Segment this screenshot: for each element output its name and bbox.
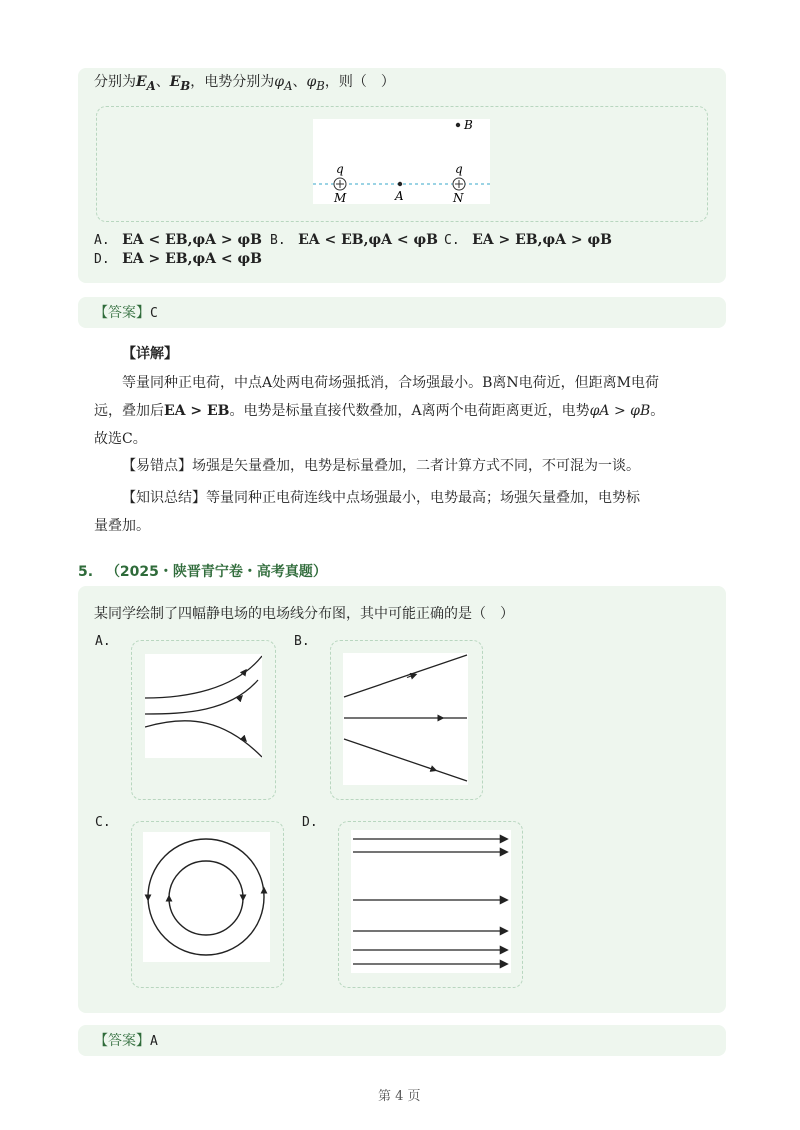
math-phiA: $\varphi_A$ xyxy=(274,74,293,93)
field-lines-diagram-c xyxy=(143,832,270,962)
question-5-answer: 【答案】A xyxy=(94,1033,158,1049)
question-4-answer: 【答案】C xyxy=(94,305,158,321)
label-q-left: q xyxy=(336,162,344,176)
label-A: A xyxy=(395,189,404,203)
inner-circle-line xyxy=(169,861,243,935)
question-4-figure xyxy=(313,119,490,204)
point-B xyxy=(456,123,460,127)
math-phiB: $\varphi_B$ xyxy=(306,74,325,93)
arrow-b3 xyxy=(427,767,436,770)
question-4-stem: 分别为$E_A$、$E_B$，电势分别为$\varphi_A$、$\varphi_B$，则（ ） xyxy=(94,74,395,93)
option-B-figure xyxy=(343,653,468,785)
option-D-figure xyxy=(351,830,511,973)
question-5-stem: 某同学绘制了四幅静电场的电场线分布图，其中可能正确的是（ ） xyxy=(94,606,514,622)
option-C-figure xyxy=(143,832,270,962)
option-D-label: D. xyxy=(302,815,318,830)
explain-paragraph: 等量同种正电荷，中点A处两电荷场强抵消，合场强最小。B离N电荷近，但距离M电荷 远，叠加后EA > EB。电势是标量直接代数叠加，A离两个电荷距离更近，电势φA > φB。 故选C。 xyxy=(94,375,665,447)
field-lines-diagram-d xyxy=(351,830,511,973)
page-number: 第 4 页 xyxy=(378,1089,421,1104)
field-lines-diagram-b xyxy=(343,653,468,785)
option-A: A. EA < EB,φA > φB xyxy=(94,232,263,248)
label-M: M xyxy=(334,191,347,204)
pitfall-line: 【易错点】场强是矢量叠加，电势是标量叠加，二者计算方式不同，不可混为一谈。 xyxy=(122,458,640,474)
math-EA: $E_A$ xyxy=(136,74,156,93)
question-5-heading: 5. （2025・陕晋青宁卷・高考真题） xyxy=(78,564,327,580)
label-B: B xyxy=(464,119,473,132)
option-D: D. EA > EB,φA < φB xyxy=(94,251,263,267)
explain-title: 【详解】 xyxy=(122,346,178,362)
option-B: B. EA < EB,φA < φB xyxy=(270,232,439,248)
field-line-b1 xyxy=(344,655,467,697)
label-N: N xyxy=(453,191,464,204)
field-line-b3 xyxy=(344,739,467,781)
option-C-label: C. xyxy=(95,815,111,830)
option-A-figure xyxy=(145,654,262,758)
math-EB: $E_B$ xyxy=(169,74,191,93)
option-A-label: A. xyxy=(95,634,111,649)
option-C: C. EA > EB,φA > φB xyxy=(444,232,613,248)
field-lines-diagram-a xyxy=(145,654,262,758)
summary-paragraph: 【知识总结】等量同种正电荷连线中点场强最小，电势最高；场强矢量叠加，电势标 量叠加。 xyxy=(94,490,640,534)
point-A xyxy=(398,182,402,186)
label-q-right: q xyxy=(455,162,463,176)
question-5-answer-panel xyxy=(78,1025,726,1056)
charge-diagram xyxy=(313,119,490,204)
option-B-label: B. xyxy=(294,634,310,649)
outer-circle-line xyxy=(148,839,264,955)
question-4-answer-panel xyxy=(78,297,726,328)
